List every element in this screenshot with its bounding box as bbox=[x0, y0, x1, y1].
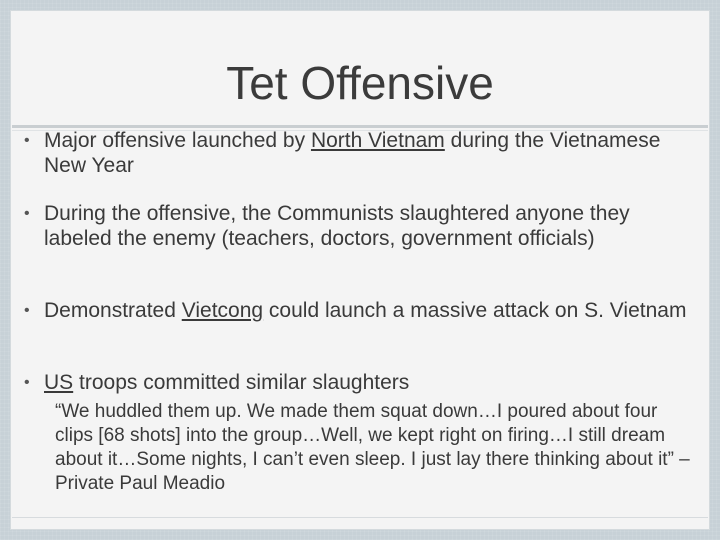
bullet-text-part: could launch a massive attack on S. Vietnam bbox=[263, 299, 687, 322]
bullet-text-part: Demonstrated bbox=[44, 299, 182, 322]
link-vietcong[interactable]: Vietcong bbox=[181, 299, 264, 322]
link-north-vietnam[interactable]: North Vietnam bbox=[310, 129, 445, 152]
bullet-text bbox=[44, 201, 694, 251]
bullet-marker: • bbox=[24, 205, 30, 222]
bullet-text bbox=[44, 128, 694, 178]
bullet-text bbox=[44, 298, 694, 323]
bullet-marker: • bbox=[24, 132, 30, 149]
bullet-text-part: troops committed similar slaughters bbox=[73, 371, 410, 394]
slide-title: Tet Offensive bbox=[226, 57, 494, 109]
title-placeholder bbox=[12, 12, 708, 128]
bullet-marker: • bbox=[24, 302, 30, 319]
link-us[interactable]: US bbox=[44, 371, 74, 394]
quote-text: “We huddled them up. We made them squat down…I poured about four clips [68 shots] into the group…Well, we kept right on firing…I still dream about it…Some nights, I can’t even sleep. I just lay there thinking about it” – Private Paul Meadio bbox=[55, 401, 690, 494]
bullet-text bbox=[44, 370, 694, 395]
bullet-text-part: during the Vietnamese New Year bbox=[44, 129, 661, 177]
bullet-marker: • bbox=[24, 374, 30, 391]
bullet-text-part: Major offensive launched by bbox=[44, 129, 311, 152]
bullet-text-part: During the offensive, the Communists slaughtered anyone they labeled the enemy (teachers, doctors, government officials) bbox=[44, 202, 630, 250]
